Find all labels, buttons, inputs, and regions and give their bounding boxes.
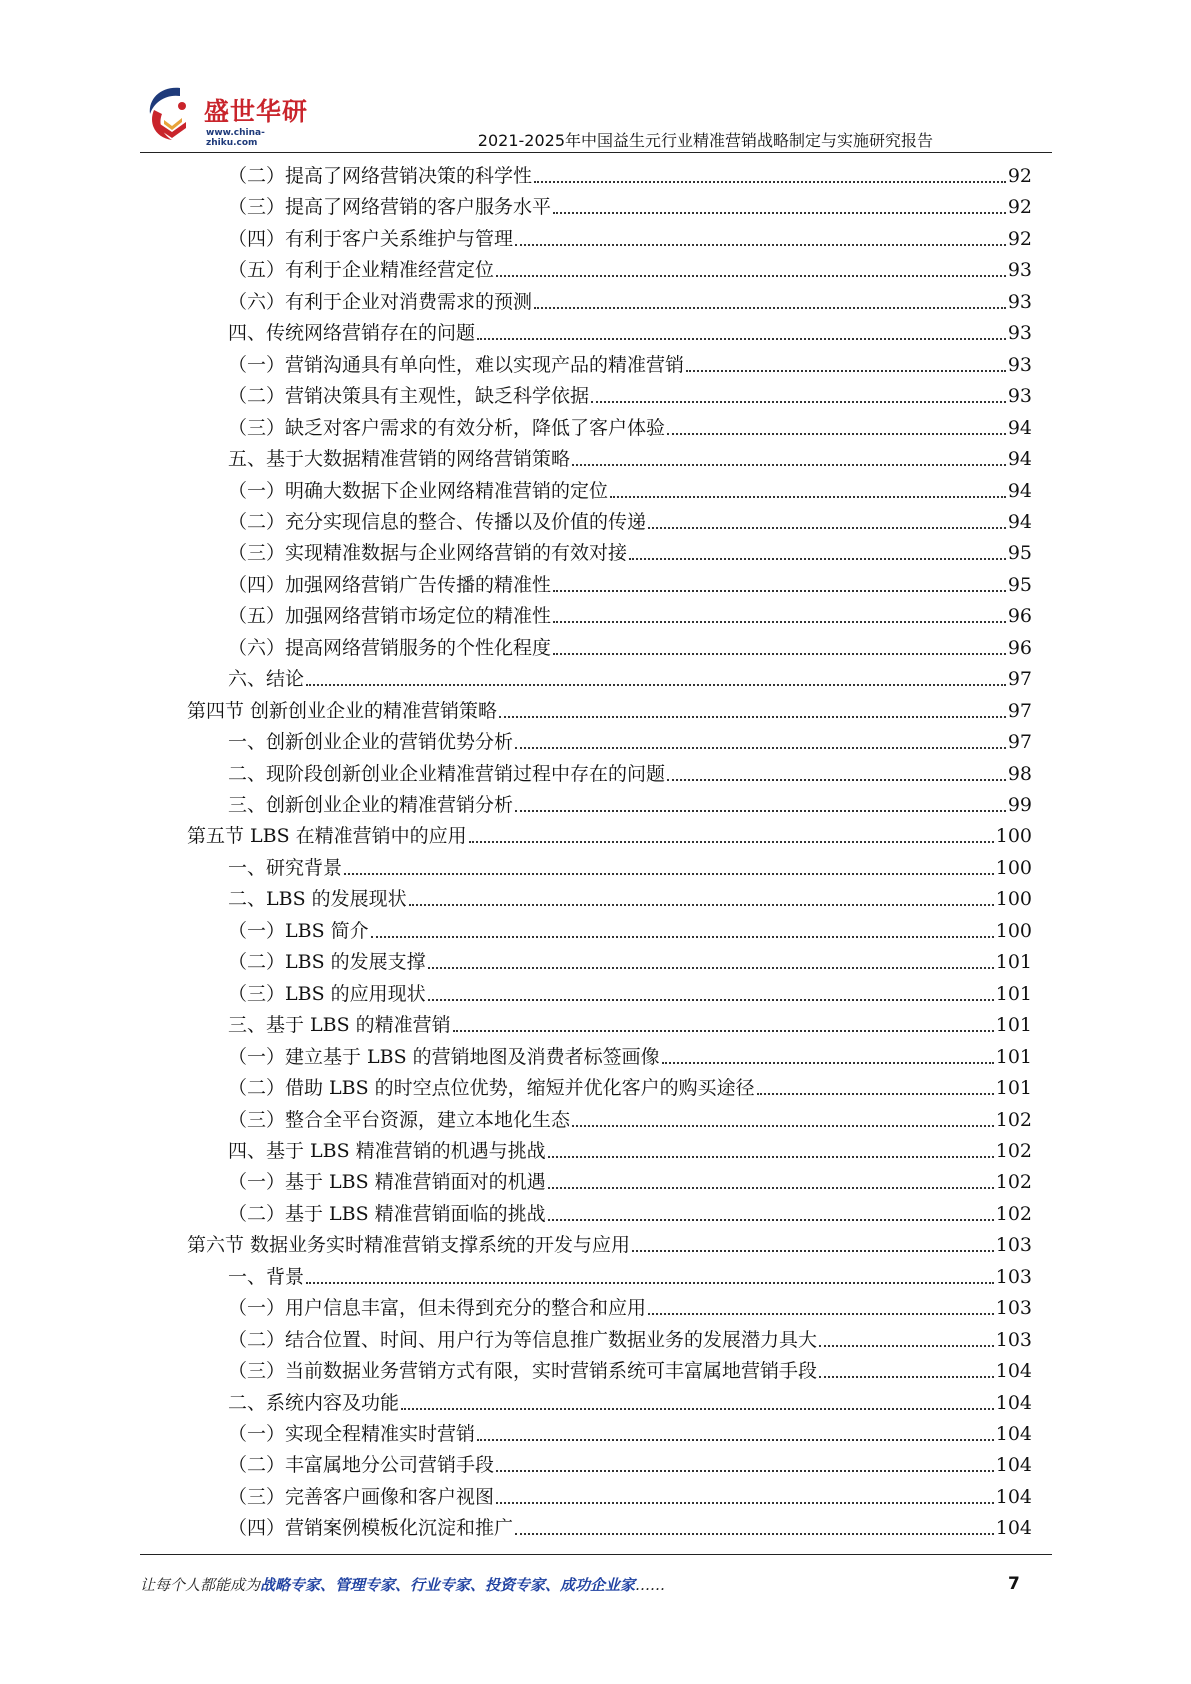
footer-divider — [140, 1554, 1052, 1555]
toc-entry[interactable] — [228, 221, 1032, 252]
toc-entry-page: 92 — [1007, 227, 1032, 250]
toc-entry[interactable] — [228, 1322, 1032, 1353]
toc-entry-title: （一）实现全程精准实时营销 — [228, 1423, 476, 1445]
toc-entry-page: 98 — [1007, 762, 1032, 785]
toc-leader-dots — [629, 558, 1006, 560]
toc-leader-dots — [515, 810, 1006, 812]
toc-entry-page: 95 — [1007, 542, 1032, 565]
toc-entry[interactable] — [228, 1353, 1032, 1384]
toc-entry[interactable] — [228, 976, 1032, 1007]
page-number: 7 — [1008, 1574, 1020, 1594]
toc-entry[interactable] — [228, 1479, 1032, 1510]
toc-leader-dots — [496, 1470, 994, 1472]
toc-entry[interactable] — [228, 598, 1032, 629]
toc-entry[interactable] — [228, 913, 1032, 944]
toc-entry-title: （二）借助 LBS 的时空点位优势，缩短并优化客户的购买途径 — [228, 1077, 755, 1100]
toc-entry-title: 三、基于 LBS 的精准营销 — [228, 1014, 451, 1037]
toc-entry-title: 六、结论 — [228, 668, 305, 691]
toc-entry-title: （三）LBS 的应用现状 — [228, 982, 426, 1005]
toc-leader-dots — [757, 1093, 994, 1095]
toc-entry-title: （一）基于 LBS 精准营销面对的机遇 — [228, 1171, 546, 1194]
toc-entry-title: 二、LBS 的发展现状 — [228, 888, 407, 911]
toc-entry-page: 97 — [1007, 699, 1032, 722]
toc-entry-title: （四）加强网络营销广告传播的精准性 — [228, 573, 552, 596]
toc-entry-page: 94 — [1007, 479, 1032, 502]
header-divider — [140, 152, 1052, 153]
toc-leader-dots — [371, 936, 994, 938]
toc-entry[interactable] — [228, 1290, 1032, 1321]
toc-leader-dots — [515, 1533, 994, 1535]
toc-entry-page: 104 — [995, 1485, 1032, 1508]
toc-entry-page: 93 — [1007, 259, 1032, 282]
toc-entry-title: 第六节 数据业务实时精准营销支撑系统的开发与应用 — [187, 1234, 631, 1257]
toc-entry-page: 102 — [995, 1171, 1032, 1194]
toc-entry[interactable] — [228, 1133, 1032, 1164]
toc-leader-dots — [610, 496, 1006, 498]
toc-entry-title: （六）提高网络营销服务的个性化程度 — [228, 636, 552, 659]
toc-entry[interactable] — [228, 535, 1032, 566]
toc-leader-dots — [534, 181, 1006, 183]
toc-leader-dots — [548, 1219, 994, 1221]
toc-entry[interactable] — [228, 1007, 1032, 1038]
toc-entry-page: 99 — [1007, 794, 1032, 816]
toc-entry[interactable] — [228, 378, 1032, 409]
toc-entry[interactable] — [228, 189, 1032, 220]
toc-entry[interactable] — [228, 1102, 1032, 1133]
toc-entry-page: 104 — [995, 1360, 1032, 1383]
toc-entry-title: （二）基于 LBS 精准营销面临的挑战 — [228, 1202, 546, 1225]
toc-entry[interactable] — [228, 284, 1032, 315]
toc-leader-dots — [686, 370, 1006, 372]
toc-entry[interactable] — [228, 661, 1032, 692]
toc-entry-title: （二）结合位置、时间、用户行为等信息推广数据业务的发展潜力具大 — [228, 1328, 818, 1351]
toc-entry[interactable] — [228, 787, 1032, 818]
toc-leader-dots — [572, 1125, 994, 1127]
toc-entry[interactable] — [228, 410, 1032, 441]
toc-leader-dots — [662, 1062, 994, 1064]
toc-entry-page: 100 — [995, 888, 1032, 911]
toc-leader-dots — [428, 967, 994, 969]
toc-leader-dots — [496, 1502, 994, 1504]
toc-leader-dots — [819, 1345, 994, 1347]
toc-entry-page: 92 — [1007, 196, 1032, 219]
toc-leader-dots — [591, 401, 1006, 403]
toc-entry-page: 101 — [995, 951, 1032, 974]
toc-leader-dots — [306, 1282, 994, 1284]
toc-leader-dots — [477, 338, 1006, 340]
report-title: 2021-2025年中国益生元行业精准营销战略制定与实施研究报告 — [477, 131, 933, 150]
toc-leader-dots — [667, 433, 1006, 435]
toc-entry-page: 101 — [995, 982, 1032, 1005]
toc-entry-title: 四、传统网络营销存在的问题 — [228, 322, 476, 345]
logo-url: www.china-zhiku.com — [206, 128, 265, 148]
toc-entry-page: 93 — [1007, 353, 1032, 376]
toc-entry[interactable] — [228, 881, 1032, 912]
toc-entry-page: 104 — [995, 1423, 1032, 1445]
toc-leader-dots — [819, 1376, 994, 1378]
toc-entry-title: （二）营销决策具有主观性，缺乏科学依据 — [228, 385, 590, 408]
toc-leader-dots — [496, 275, 1006, 277]
toc-entry[interactable] — [228, 850, 1032, 881]
toc-entry-title: （一）LBS 简介 — [228, 919, 369, 942]
toc-entry-page: 103 — [995, 1265, 1032, 1288]
toc-entry[interactable] — [228, 630, 1032, 661]
toc-entry-page: 96 — [1007, 605, 1032, 628]
toc-entry[interactable] — [228, 1070, 1032, 1101]
toc-entry-page: 96 — [1007, 636, 1032, 659]
toc-entry-page: 92 — [1007, 165, 1032, 187]
toc-entry-title: （三）实现精准数据与企业网络营销的有效对接 — [228, 542, 628, 565]
toc-leader-dots — [515, 747, 1006, 749]
toc-entry-title: 二、现阶段创新创业企业精准营销过程中存在的问题 — [228, 762, 666, 785]
footer-slogan — [140, 1574, 665, 1595]
toc-entry[interactable] — [228, 473, 1032, 504]
toc-entry-title: （四）有利于客户关系维护与管理 — [228, 227, 514, 250]
slogan-highlight: 战略专家、管理专家、行业专家、投资专家、成功企业家 — [260, 1576, 636, 1594]
toc-entry[interactable] — [228, 756, 1032, 787]
toc-leader-dots — [572, 464, 1006, 466]
toc-entry[interactable] — [228, 1164, 1032, 1195]
toc-entry-title: 第五节 LBS 在精准营销中的应用 — [187, 825, 467, 848]
toc-entry-title: （二）LBS 的发展支撑 — [228, 951, 426, 974]
toc-leader-dots — [648, 1313, 994, 1315]
toc-leader-dots — [477, 1439, 994, 1441]
toc-leader-dots — [428, 999, 994, 1001]
toc-leader-dots — [499, 716, 1006, 718]
toc-entry-title: 一、创新创业企业的营销优势分析 — [228, 731, 514, 754]
toc-entry-title: （三）完善客户画像和客户视图 — [228, 1485, 495, 1508]
slogan-prefix: 让每个人都能成为 — [140, 1576, 261, 1594]
toc-entry-page: 102 — [995, 1139, 1032, 1162]
toc-entry-page: 94 — [1007, 416, 1032, 439]
toc-entry-page: 97 — [1007, 668, 1032, 691]
toc-entry-page: 100 — [995, 825, 1032, 848]
toc-entry-page: 93 — [1007, 322, 1032, 345]
toc-entry-page: 102 — [995, 1108, 1032, 1131]
toc-entry-page: 101 — [995, 1045, 1032, 1068]
toc-entry-title: 第四节 创新创业企业的精准营销策略 — [187, 699, 498, 722]
toc-entry[interactable] — [228, 252, 1032, 283]
company-logo — [140, 84, 310, 148]
toc-entry-page: 100 — [995, 856, 1032, 879]
toc-entry-title: （一）用户信息丰富，但未得到充分的整合和应用 — [228, 1297, 647, 1320]
toc-entry-page: 97 — [1007, 731, 1032, 754]
toc-entry-page: 102 — [995, 1202, 1032, 1225]
toc-entry-page: 104 — [995, 1454, 1032, 1477]
toc-entry-title: （五）加强网络营销市场定位的精准性 — [228, 605, 552, 628]
toc-entry-title: 五、基于大数据精准营销的网络营销策略 — [228, 448, 571, 471]
toc-entry-title: 一、背景 — [228, 1265, 305, 1288]
toc-entry-title: （三）当前数据业务营销方式有限，实时营销系统可丰富属地营销手段 — [228, 1360, 818, 1383]
toc-entry-title: 一、研究背景 — [228, 856, 343, 879]
toc-entry-title: （三）缺乏对客户需求的有效分析，降低了客户体验 — [228, 416, 666, 439]
toc-entry-title: （一）明确大数据下企业网络精准营销的定位 — [228, 479, 609, 502]
toc-entry-page: 93 — [1007, 290, 1032, 313]
toc-leader-dots — [553, 653, 1006, 655]
page-header — [0, 0, 1191, 160]
toc-entry-title: （三）整合全平台资源，建立本地化生态 — [228, 1108, 571, 1131]
toc-entry[interactable] — [228, 504, 1032, 535]
toc-entry-page: 101 — [995, 1014, 1032, 1037]
toc-entry[interactable] — [228, 1447, 1032, 1478]
toc-leader-dots — [632, 1250, 994, 1252]
toc-entry-page: 104 — [995, 1517, 1032, 1540]
toc-entry-page: 104 — [995, 1391, 1032, 1414]
toc-entry[interactable] — [228, 158, 1032, 189]
toc-leader-dots — [306, 684, 1006, 686]
toc-leader-dots — [548, 1156, 994, 1158]
toc-leader-dots — [553, 590, 1006, 592]
toc-entry-title: （五）有利于企业精准经营定位 — [228, 259, 495, 282]
toc-entry-page: 100 — [995, 919, 1032, 942]
toc-entry[interactable] — [228, 1259, 1032, 1290]
logo-name: 盛世华研 — [204, 97, 309, 126]
toc-entry-page: 103 — [995, 1328, 1032, 1351]
toc-entry-title: 四、基于 LBS 精准营销的机遇与挑战 — [228, 1139, 546, 1162]
toc-entry-page: 94 — [1007, 510, 1032, 533]
toc-entry-title: （二）提高了网络营销决策的科学性 — [228, 165, 533, 187]
toc-entry[interactable] — [228, 944, 1032, 975]
toc-entry[interactable] — [228, 1416, 1032, 1447]
toc-entry-title: （一）建立基于 LBS 的营销地图及消费者标签画像 — [228, 1045, 660, 1068]
toc-leader-dots — [409, 904, 994, 906]
toc-leader-dots — [401, 1408, 994, 1410]
toc-leader-dots — [553, 212, 1006, 214]
logo-emblem-icon — [140, 84, 202, 148]
toc-entry-page: 101 — [995, 1077, 1032, 1100]
toc-entry-title: （三）提高了网络营销的客户服务水平 — [228, 196, 552, 219]
toc-leader-dots — [667, 779, 1006, 781]
toc-entry[interactable] — [228, 1385, 1032, 1416]
toc-entry-title: （二）丰富属地分公司营销手段 — [228, 1454, 495, 1477]
toc-entry-page: 94 — [1007, 448, 1032, 471]
toc-entry[interactable] — [228, 1510, 1032, 1541]
toc-entry[interactable] — [228, 1039, 1032, 1070]
toc-entry-title: （四）营销案例模板化沉淀和推广 — [228, 1517, 514, 1540]
toc-leader-dots — [469, 841, 994, 843]
toc-entry-title: 二、系统内容及功能 — [228, 1391, 400, 1414]
toc-entry[interactable] — [228, 1196, 1032, 1227]
toc-leader-dots — [534, 307, 1006, 309]
toc-entry-title: （六）有利于企业对消费需求的预测 — [228, 290, 533, 313]
toc-leader-dots — [648, 527, 1006, 529]
toc-entry[interactable] — [228, 347, 1032, 378]
toc-leader-dots — [553, 621, 1006, 623]
toc-entry-page: 95 — [1007, 573, 1032, 596]
toc-entry[interactable] — [187, 693, 1032, 724]
toc-entry-page: 103 — [995, 1297, 1032, 1320]
toc-entry[interactable] — [187, 1227, 1032, 1258]
toc-entry[interactable] — [228, 441, 1032, 472]
slogan-suffix: …… — [635, 1576, 666, 1594]
toc-entry-title: （一）营销沟通具有单向性，难以实现产品的精准营销 — [228, 353, 685, 376]
toc-entry-page: 93 — [1007, 385, 1032, 408]
toc-entry-page: 103 — [995, 1234, 1032, 1257]
toc-leader-dots — [344, 873, 994, 875]
toc-entry-title: （二）充分实现信息的整合、传播以及价值的传递 — [228, 510, 647, 533]
toc-leader-dots — [453, 1030, 994, 1032]
toc-entry-title: 三、创新创业企业的精准营销分析 — [228, 794, 514, 816]
toc-entry[interactable] — [228, 315, 1032, 346]
toc-entry[interactable] — [228, 724, 1032, 755]
toc-leader-dots — [515, 244, 1006, 246]
toc-entry[interactable] — [187, 818, 1032, 849]
toc-entry[interactable] — [228, 567, 1032, 598]
toc-leader-dots — [548, 1187, 994, 1189]
